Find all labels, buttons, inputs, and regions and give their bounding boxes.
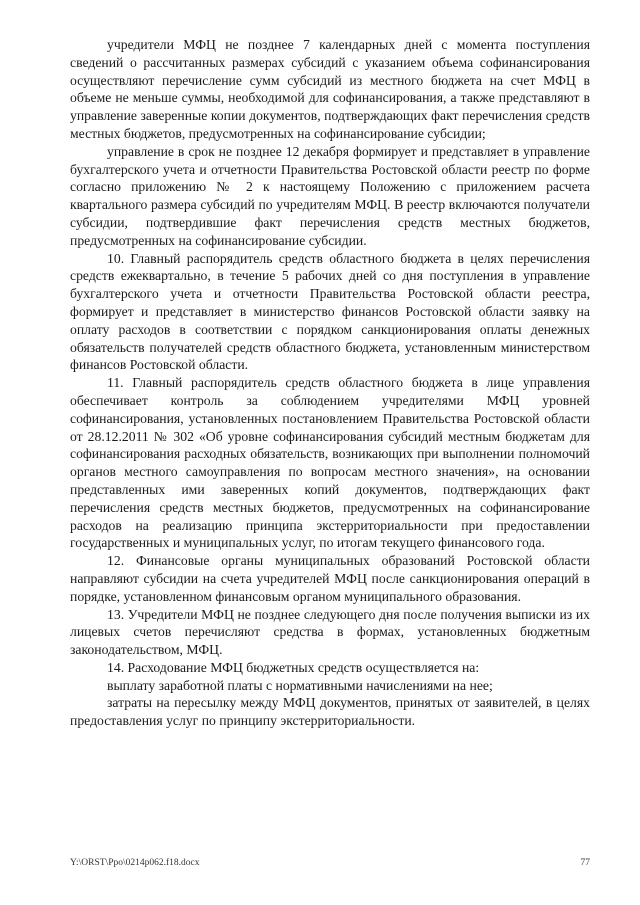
paragraph-registry-deadline: управление в срок не позднее 12 декабря формирует и представляет в управление бухгалтерского учета и отчетности Правительства Ростовской области реестр по форме согласно приложению № 2 к настоящему Положению с приложением расчета квартального размера субсидий по учредителям МФЦ. В реестр включаются получатели субсидии, подтвердившие факт перечисления средств местных бюджетов, предусмотренных на софинансирование субсидии. (70, 143, 590, 248)
page-footer (70, 858, 590, 872)
paragraph-item-11: 11. Главный распорядитель средств областного бюджета в лице управления обеспечивает контроль за соблюдением учредителями МФЦ уровней софинансирования, установленных постановлением Правительства Ростовской области от 28.12.2011 № 302 «Об уровне софинансирования субсидий местным бюджетам для софинансирования расходных обязательств, возникающих при выполнении полномочий органов местного самоуправления по вопросам местного значения», на основании представленных ими заверенных копий документов, подтверждающих факт перечисления средств местных бюджетов, предусмотренных на софинансирование расходов на реализацию принципа экстерриториальности при предоставлении государственных и муниципальных услуг, по итогам текущего финансового года. (70, 375, 590, 551)
paragraph-item-12: 12. Финансовые органы муниципальных образований Ростовской области направляют субсидии на счета учредителей МФЦ после санкционирования операций в порядке, установленном финансовым органом муниципального образования. (70, 553, 590, 604)
paragraph-founders-transfer: учредители МФЦ не позднее 7 календарных дней с момента поступления сведений о рассчитанных размерах субсидий с указанием объема софинансирования осуществляют перечисление сумм субсидий из местного бюджета на счет МФЦ в объеме не меньше суммы, необходимой для софинансирования, а также представляют в управление заверенные копии документов, подтверждающих факт перечисления средств местных бюджетов, предусмотренных на софинансирование субсидии; (70, 37, 590, 141)
paragraph-item-13: 13. Учредители МФЦ не позднее следующего дня после получения выписки из их лицевых счетов перечисляют средства в формах, установленных бюджетным законодательством, МФЦ. (70, 606, 590, 658)
file-path: Y:\ORST\Ppo\0214p062.f18.docx (70, 858, 200, 868)
document-body (70, 36, 590, 730)
page-number: 77 (580, 858, 590, 868)
paragraph-salary: выплату заработной платы с нормативными начислениями на нее; (107, 677, 493, 693)
paragraph-item-10: 10. Главный распорядитель средств областного бюджета в целях перечисления средств ежеквартально, в течение 5 рабочих дней со дня поступления в управление бухгалтерского учета и отчетности Правительства Ростовской области реестра, формирует и представляет в министерство финансов Ростовской области заявку на оплату расходов в соответствии с порядком санкционирования оплаты денежных обязательств получателей средств областного бюджета, установленным министерством финансов Ростовской области. (70, 250, 590, 373)
paragraph-shipping-costs: затраты на пересылку между МФЦ документов, принятых от заявителей, в целях предоставления услуг по принципу экстерриториальности. (70, 695, 590, 729)
paragraph-item-14: 14. Расходование МФЦ бюджетных средств осуществляется на: (107, 659, 480, 675)
